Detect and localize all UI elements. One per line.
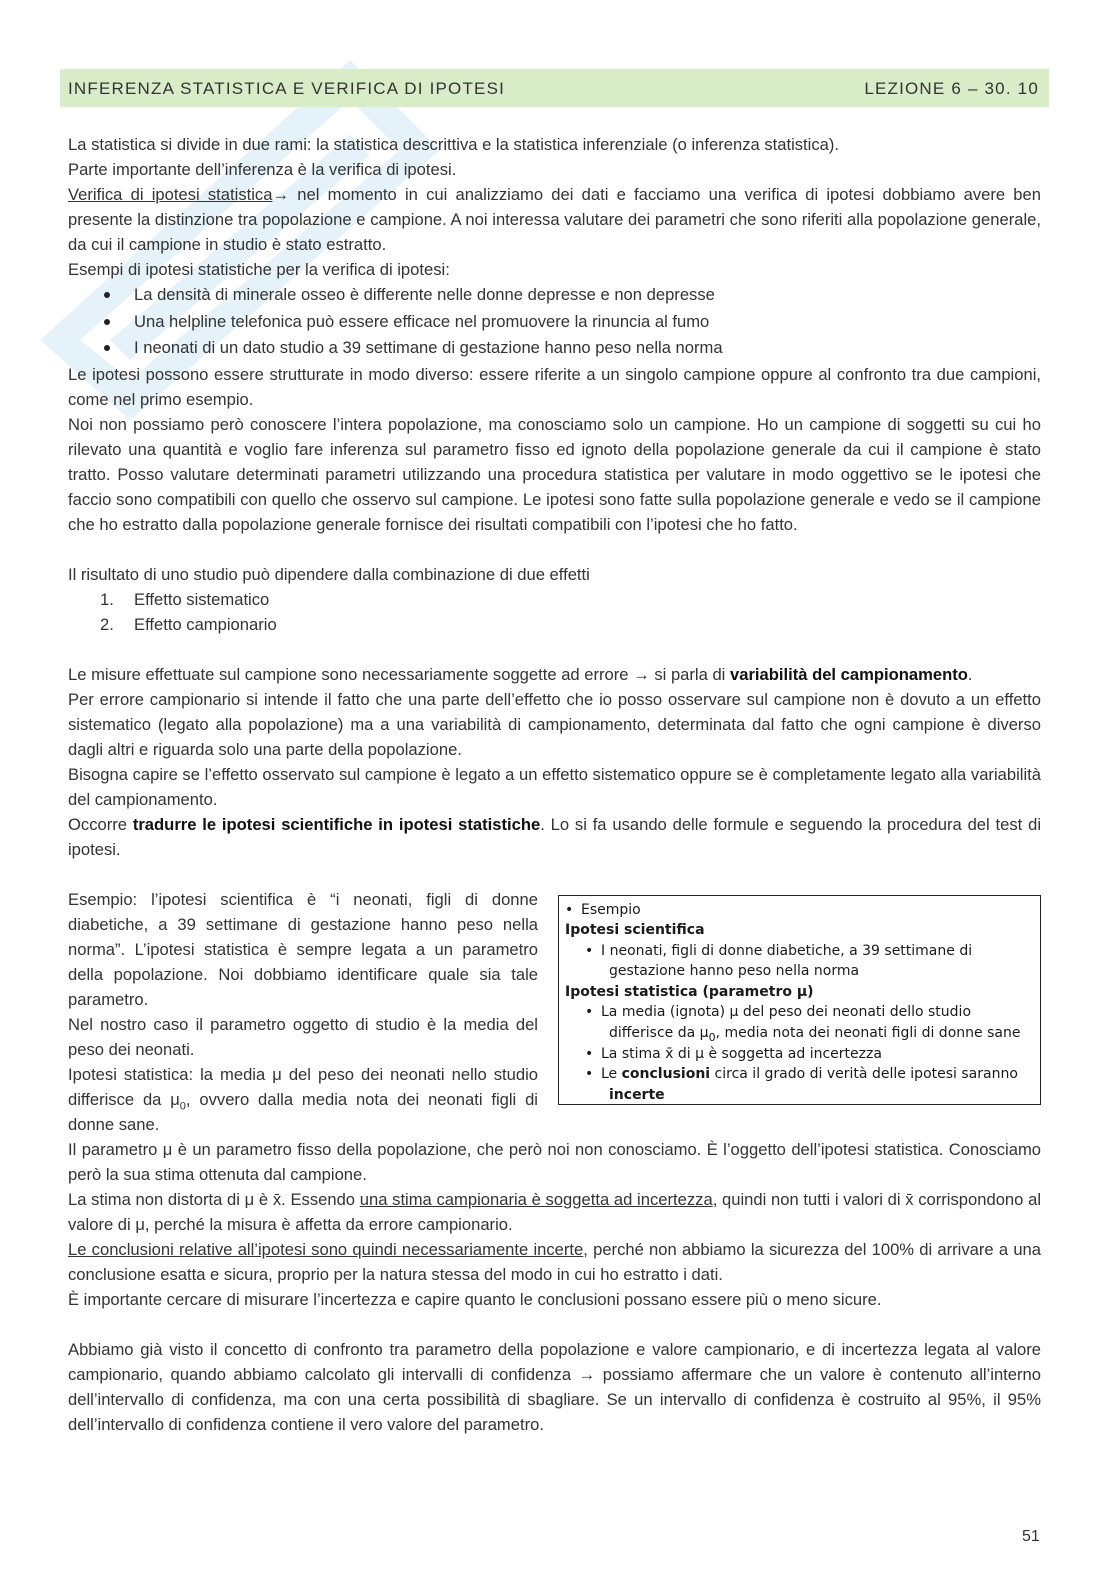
figure-text: Esempio [581,901,641,918]
confidence-text: possiamo affermare che un valore è contenuto all’interno dell’intervallo di confidenza, ma con una certa possibilità di sbagliare. Se un intervallo di confidenza è costruito al 95%, il 95% dell’intervallo di confidenza contiene il vero valore del parametro. [68,1364,1041,1434]
figure-line: • La stima x̄ di μ è soggetta ad incertezza [585,1045,882,1062]
parameter-paragraph-3 [68,1237,1041,1287]
parameter-text: La stima non distorta di μ è x̄. Essendo [68,1189,360,1209]
sampling-variability-term: variabilità del campionamento [729,664,968,684]
list-item: I neonati di un dato studio a 39 settimane di gestazione hanno peso nella norma [68,335,1041,362]
figure-line [565,1023,1034,1044]
list-item [68,587,1041,612]
parameter-paragraph-4: È importante cercare di misurare l’incertezza e capire quanto le conclusioni possano essere più o meno sicure. [68,1289,882,1309]
page-number: 51 [1022,1528,1040,1545]
intro-paragraph-3 [68,182,1041,257]
sampling-text: . [967,664,973,684]
arrow-icon: → [578,1364,596,1384]
list-item [68,612,1041,637]
figure-heading: Ipotesi scientifica [565,922,705,939]
figure-line: • I neonati, figli di donne diabetiche, a 39 settimane di [585,942,973,959]
sampling-paragraph-3: Bisogna capire se l’effetto osservato sul campione è legato a un effetto sistematico oppure se è completamente legato alla variabilità del campionamento. [68,764,1041,809]
subscript: 0 [708,1030,716,1044]
figure-text: differisce da μ [609,1025,709,1042]
examples-list [68,282,1041,362]
sampling-text: Le misure effettuate sul campione sono necessariamente soggette ad errore [68,664,634,684]
list-item: La densità di minerale osseo è differente nelle donne depresse e non depresse [68,282,1041,309]
sampling-paragraph-2: Per errore campionario si intende il fatto che una parte dell’effetto che io posso osservare sul campione non è dovuto a un effetto sistematico (legato alla popolazione) ma a una variabilità di campionamento, determinata dal fatto che ogni campione è diverso dagli altri e riguarda solo una parte della popolazione. [68,689,1041,759]
figure-text: Le [601,1066,622,1083]
underlined-text: Le conclusioni relative all’ipotesi sono quindi necessariamente incerte [68,1239,584,1259]
list-label: Effetto campionario [134,614,277,634]
sampling-text: si parla di [649,664,730,684]
sampling-text: . Lo si fa usando delle formule e seguendo la procedura del test di ipotesi. [68,814,1041,859]
intro-paragraph-4: Esempi di ipotesi statistiche per la verifica di ipotesi: [68,260,450,279]
parameter-text: , perché non abbiamo la sicurezza del 100% di arrivare a una conclusione esatta e sicura, proprio per la natura stessa del modo in cui ho estratto i dati. [68,1239,1042,1284]
example-text [68,887,538,1137]
arrow-icon: → [633,664,650,684]
figure-line: • La media (ignota) μ del peso dei neonati dello studio [585,1004,972,1021]
confidence-text: Abbiamo già visto il concetto di confronto tra parametro della popolazione e valore campionario, e di incertezza legata al valore campionario, quando abbiamo calcolato gli intervalli di confidenza [68,1339,1041,1384]
header-title: INFERENZA STATISTICA E VERIFICA DI IPOTESI [68,78,506,98]
header-lesson: LEZIONE 6 – 30. 10 [864,78,1039,98]
parameter-paragraph-2 [68,1187,1041,1237]
example-slide-figure [558,895,1041,1105]
intro-paragraph-3-text: nel momento in cui analizziamo dei dati e facciamo una verifica di ipotesi dobbiamo avere ben presente la distinzione tra popolazione e campione. A noi interessa valutare dei parametri che sono riferiti alla popolazione generale, da cui il campione in studio è stato estratto. [68,185,1041,254]
figure-text: La stima x̄ di μ è soggetta ad incertezza [601,1045,882,1062]
example-text-part: Ipotesi statistica: la media μ del peso dei neonati nello studio differisce da μ [68,1064,538,1109]
effects-list [68,587,1041,637]
population-paragraph: Noi non possiamo però conoscere l’intera popolazione, ma conosciamo solo un campione. Ho un campione di soggetti su cui ho rilevato una quantità e voglio fare inferenza sul parametro fisso ed ignoto della popolazione generale da cui il campione è stato tratto. Posso valutare determinati parametri utilizzando una procedura statistica per valutare in modo oggettivo se le ipotesi che faccio sono compatibili con quello che osservo sul campione. Le ipotesi sono fatte sulla popolazione generale e vedo se il campione che ho estratto dalla popolazione generale fornisce dei risultati compatibili con l’ipotesi che ho fatto. [68,414,1041,534]
figure-text: , media nota dei neonati figli di donne sane [715,1025,1021,1042]
sampling-paragraph-1 [68,662,1041,687]
subscript: 0 [179,1099,186,1112]
translate-hypotheses-term: tradurre le ipotesi scientifiche in ipotesi statistiche [132,814,541,834]
parameter-paragraph-1: Il parametro μ è un parametro fisso della popolazione, che però noi non conosciamo. È l’oggetto dell’ipotesi statistica. Conosciamo però la sua stima ottenuta dal campione. [68,1139,1041,1184]
figure-text: La media (ignota) μ del peso dei neonati dello studio [601,1004,972,1021]
list-label: Effetto sistematico [134,589,270,609]
intro-paragraph-1: La statistica si divide in due rami: la statistica descrittiva e la statistica inferenziale (o inferenza statistica). [68,135,840,154]
structure-paragraph: Le ipotesi possono essere strutturate in modo diverso: essere riferite a un singolo campione oppure al confronto tra due campioni, come nel primo esempio. [68,364,1041,409]
figure-bold-text: conclusioni [621,1066,711,1083]
effects-intro: Il risultato di uno studio può dipendere dalla combinazione di due effetti [68,564,590,584]
list-number: 2. [100,614,114,634]
figure-line: incerte [609,1086,665,1103]
list-number: 1. [100,589,114,609]
example-section [68,887,1041,1137]
underlined-text: una stima campionaria è soggetta ad incertezza [359,1189,713,1209]
parameter-text: , quindi non tutti i valori di x̄ corrispondono al valore di μ, perché la misura è affetta da errore campionario. [68,1189,1041,1234]
document-body [68,132,1041,1437]
figure-text: circa il grado di verità delle ipotesi saranno [710,1066,1018,1083]
figure-line: • Esempio [565,901,641,918]
page-header [60,69,1049,107]
figure-text: I neonati, figli di donne diabetiche, a 39 settimane di [601,942,973,959]
sampling-paragraph-4 [68,812,1041,862]
hypothesis-test-term: Verifica di ipotesi statistica [68,185,273,204]
intro-paragraph-2: Parte importante dell’inferenza è la verifica di ipotesi. [68,160,457,179]
figure-line: gestazione hanno peso nella norma [609,963,860,980]
sampling-text: Occorre [68,814,133,834]
example-paragraph-2: Nel nostro caso il parametro oggetto di studio è la media del peso dei neonati. [68,1014,538,1059]
figure-heading: Ipotesi statistica (parametro μ) [565,983,814,1000]
example-text-part: , ovvero dalla media nota dei neonati figli di donne sane. [68,1089,538,1134]
example-paragraph-3 [68,1062,538,1137]
confidence-paragraph [68,1337,1041,1437]
figure-line: • Le conclusioni circa il grado di verità delle ipotesi saranno [585,1066,1018,1083]
list-item: Una helpline telefonica può essere efficace nel promuovere la rinuncia al fumo [68,309,1041,336]
arrow-icon: → [272,185,290,204]
example-paragraph-1: Esempio: l’ipotesi scientifica è “i neonati, figli di donne diabetiche, a 39 settimane di gestazione hanno peso nella norma”. L’ipotesi statistica è sempre legata a un parametro della popolazione. Noi dobbiamo identificare quale sia tale parametro. [68,889,538,1009]
